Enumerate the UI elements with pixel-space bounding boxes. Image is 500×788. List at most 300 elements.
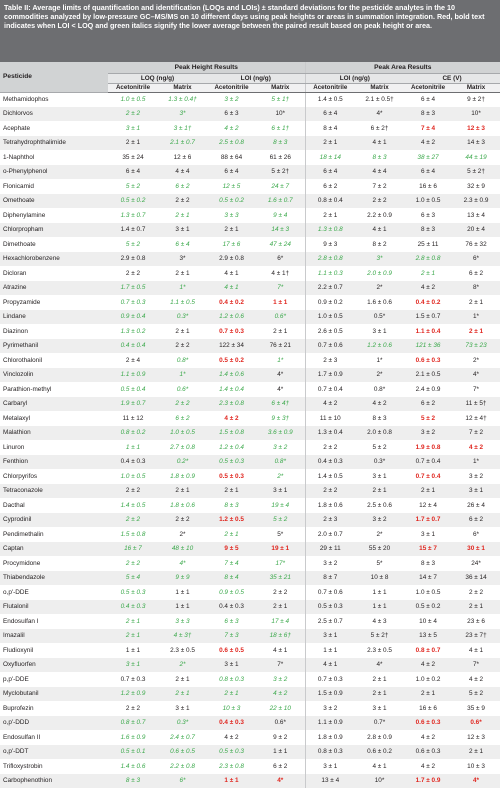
peak-height-header: Peak Height Results [108,62,305,73]
value-cell: 12 ± 3 [452,730,500,745]
value-cell: 44 ± 19 [452,150,500,165]
pesticide-name: Trifloxystrobin [0,759,108,774]
value-cell: 0.6* [452,716,500,731]
value-cell: 2 ± 1 [256,600,305,615]
pesticide-name: o-Phenylphenol [0,165,108,180]
table-row [0,440,500,455]
value-cell: 6 ± 3 [207,107,256,122]
value-cell: 0.8 ± 0.2 [108,426,158,441]
value-cell: 0.5 ± 0.2 [207,353,256,368]
value-cell: 8 ± 3 [404,556,452,571]
value-cell: 3 ± 1 [108,658,158,673]
value-cell: 2 ± 2 [108,701,158,716]
value-cell: 2 ± 2 [158,339,207,354]
value-cell: 2 ± 1 [207,687,256,702]
acetonitrile-header: Acetonitrile [108,83,158,92]
value-cell: 0.6 ± 0.3 [404,716,452,731]
value-cell: 2.6 ± 0.5 [305,324,355,339]
value-cell: 4 ± 2 [404,730,452,745]
value-cell: 61 ± 26 [256,150,305,165]
value-cell: 2 ± 2 [158,397,207,412]
value-cell: 55 ± 20 [355,542,404,557]
table-row [0,455,500,470]
value-cell: 11 ± 5† [452,397,500,412]
value-cell: 2 ± 1 [256,324,305,339]
value-cell: 12 ± 5 [207,179,256,194]
value-cell: 2 ± 1 [158,672,207,687]
table-body [0,92,500,788]
pesticide-name: Dimethoate [0,237,108,252]
pesticide-name: Endosulfan I [0,614,108,629]
value-cell: 2* [158,527,207,542]
value-cell: 2.5 ± 0.7 [305,614,355,629]
value-cell: 3 ± 1 [404,527,452,542]
value-cell: 0.8 ± 0.3 [207,672,256,687]
ce-header: CE (V) [404,73,500,83]
value-cell: 9 ± 9 [158,571,207,586]
value-cell: 2 ± 1 [355,672,404,687]
value-cell: 0.8* [158,353,207,368]
value-cell: 18 ± 6† [256,629,305,644]
value-cell: 1.4 ± 0.5 [305,469,355,484]
value-cell: 16 ± 6 [404,701,452,716]
value-cell: 29 ± 11 [305,542,355,557]
value-cell: 8 ± 7 [305,571,355,586]
table-row [0,600,500,615]
value-cell: 3 ± 1 [158,223,207,238]
value-cell: 0.5 ± 0.2 [207,194,256,209]
value-cell: 0.5 ± 0.3 [207,469,256,484]
value-cell: 1.9 ± 0.8 [404,440,452,455]
value-cell: 0.6* [256,716,305,731]
value-cell: 3 ± 1† [158,121,207,136]
value-cell: 2.8 ± 0.8 [404,252,452,267]
acetonitrile-header: Acetonitrile [305,83,355,92]
value-cell: 0.8 ± 0.7 [108,716,158,731]
value-cell: 36 ± 14 [452,571,500,586]
value-cell: 4 ± 1 [305,658,355,673]
value-cell: 1 ± 1 [256,295,305,310]
value-cell: 9 ± 2 [256,730,305,745]
pesticide-name: 1-Naphthol [0,150,108,165]
value-cell: 1 ± 1 [158,585,207,600]
value-cell: 2 ± 1 [404,266,452,281]
value-cell: 2 ± 1 [158,484,207,499]
pesticide-name: Methamidophos [0,92,108,107]
value-cell: 1.8 ± 0.9 [305,730,355,745]
value-cell: 2 ± 1 [452,295,500,310]
value-cell: 3 ± 2 [305,556,355,571]
value-cell: 1.4 ± 0.5 [305,92,355,107]
value-cell: 4 ± 2 [305,397,355,412]
value-cell: 2 ± 2 [355,194,404,209]
value-cell: 25 ± 11 [404,237,452,252]
value-cell: 1.3 ± 0.2 [108,324,158,339]
value-cell: 0.7 ± 0.6 [305,585,355,600]
pesticide-name: Carbophenothion [0,774,108,788]
value-cell: 0.8 ± 0.7 [404,643,452,658]
value-cell: 4* [158,556,207,571]
value-cell: 13 ± 4 [305,774,355,788]
table-row [0,484,500,499]
value-cell: 2 ± 1 [207,484,256,499]
value-cell: 4 ± 1 [452,643,500,658]
value-cell: 7 ± 4 [404,121,452,136]
value-cell: 2.5 ± 0.8 [207,136,256,151]
value-cell: 1.8 ± 0.9 [158,469,207,484]
value-cell: 5 ± 2 [452,687,500,702]
value-cell: 3 ± 2 [404,426,452,441]
value-cell: 5* [256,527,305,542]
value-cell: 1.4 ± 0.4 [207,382,256,397]
value-cell: 14 ± 3 [256,223,305,238]
value-cell: 9 ± 4 [256,208,305,223]
value-cell: 2 ± 1 [108,136,158,151]
value-cell: 2 ± 1 [207,527,256,542]
value-cell: 8 ± 4 [305,121,355,136]
value-cell: 2 ± 1 [452,324,500,339]
value-cell: 2 ± 1 [305,136,355,151]
value-cell: 16 ± 7 [108,542,158,557]
value-cell: 4 ± 2 [256,687,305,702]
value-cell: 1.2 ± 0.6 [355,339,404,354]
value-cell: 8 ± 3 [207,498,256,513]
value-cell: 2 ± 1 [355,687,404,702]
value-cell: 1.0 ± 0.5 [158,426,207,441]
value-cell: 121 ± 36 [404,339,452,354]
value-cell: 2 ± 1 [452,745,500,760]
table-row [0,368,500,383]
pesticide-name: p,p'-DDE [0,672,108,687]
value-cell: 8* [452,281,500,296]
value-cell: 12 ± 4† [452,411,500,426]
value-cell: 2 ± 2 [108,513,158,528]
value-cell: 4 ± 4 [355,165,404,180]
value-cell: 0.6* [158,382,207,397]
value-cell: 7 ± 3 [207,629,256,644]
pesticide-name: o,p'-DDD [0,716,108,731]
value-cell: 4 ± 2 [404,759,452,774]
value-cell: 0.9 ± 0.5 [207,585,256,600]
value-cell: 0.8* [256,455,305,470]
value-cell: 2.2 ± 0.9 [355,208,404,223]
pesticide-name: Chlorpyrifos [0,469,108,484]
peak-area-header: Peak Area Results [305,62,500,73]
value-cell: 1.2 ± 0.4 [207,440,256,455]
value-cell: 0.6 ± 0.5 [158,745,207,760]
value-cell: 1.3 ± 0.7 [108,208,158,223]
value-cell: 2 ± 1 [404,484,452,499]
value-cell: 3 ± 1 [305,629,355,644]
pesticide-name: o,p'-DDE [0,585,108,600]
table-row [0,672,500,687]
value-cell: 4 ± 3 [355,614,404,629]
pesticide-name: Oxyfluorfen [0,658,108,673]
value-cell: 38 ± 27 [404,150,452,165]
value-cell: 1.7 ± 0.5 [108,281,158,296]
value-cell: 1.7 ± 0.9 [404,774,452,788]
value-cell: 10 ± 8 [355,571,404,586]
table-row [0,382,500,397]
value-cell: 2 ± 1 [108,614,158,629]
value-cell: 7* [256,658,305,673]
value-cell: 13 ± 4 [452,208,500,223]
table-row [0,121,500,136]
value-cell: 19 ± 4 [256,498,305,513]
value-cell: 0.4 ± 0.3 [108,600,158,615]
table-row [0,266,500,281]
pesticide-name: Endosulfan II [0,730,108,745]
table-row [0,585,500,600]
value-cell: 2.5 ± 0.6 [355,498,404,513]
table-row [0,107,500,122]
value-cell: 0.4 ± 0.2 [207,295,256,310]
value-cell: 1.2 ± 0.5 [207,513,256,528]
value-cell: 0.6* [256,310,305,325]
pesticide-name: Pendimethalin [0,527,108,542]
table-row [0,426,500,441]
value-cell: 2* [158,658,207,673]
value-cell: 8 ± 3 [404,107,452,122]
value-cell: 1* [158,281,207,296]
loq-header: LOQ (ng/g) [108,73,207,83]
value-cell: 1.5 ± 0.7 [404,310,452,325]
value-cell: 8 ± 3 [355,150,404,165]
value-cell: 3 ± 2 [305,701,355,716]
table-row [0,527,500,542]
value-cell: 1 ± 1 [108,643,158,658]
value-cell: 1.5 ± 0.8 [108,527,158,542]
value-cell: 6 ± 1† [256,121,305,136]
value-cell: 5 ± 2 [256,513,305,528]
value-cell: 1.5 ± 0.9 [305,687,355,702]
value-cell: 3 ± 3 [207,208,256,223]
value-cell: 6 ± 2 [452,513,500,528]
value-cell: 6 ± 2 [452,266,500,281]
value-cell: 1* [158,368,207,383]
value-cell: 6 ± 4 [404,92,452,107]
value-cell: 2.0 ± 0.7 [305,527,355,542]
value-cell: 2.0 ± 0.8 [355,426,404,441]
value-cell: 1.5 ± 0.8 [207,426,256,441]
pesticide-name: Linuron [0,440,108,455]
value-cell: 2 ± 1 [158,687,207,702]
value-cell: 2 ± 4 [108,353,158,368]
pesticide-name: Myclobutanil [0,687,108,702]
value-cell: 2 ± 2 [158,513,207,528]
table-row [0,658,500,673]
value-cell: 1.6 ± 0.6 [355,295,404,310]
value-cell: 35 ± 21 [256,571,305,586]
pesticide-name: Flonicamid [0,179,108,194]
value-cell: 8 ± 4 [207,571,256,586]
value-cell: 4 ± 1 [355,759,404,774]
value-cell: 4* [452,368,500,383]
value-cell: 3 ± 2 [355,513,404,528]
value-cell: 2 ± 3 [305,513,355,528]
value-cell: 1.7 ± 0.9 [305,368,355,383]
value-cell: 4 ± 2 [404,658,452,673]
value-cell: 0.2* [158,455,207,470]
value-cell: 11 ± 12 [108,411,158,426]
value-cell: 0.5 ± 0.4 [108,382,158,397]
value-cell: 2 ± 2 [452,585,500,600]
pesticide-name: Atrazine [0,281,108,296]
value-cell: 10 ± 3 [452,759,500,774]
value-cell: 3* [355,252,404,267]
value-cell: 2.3 ± 0.5 [158,643,207,658]
matrix-header: Matrix [256,83,305,92]
value-cell: 1 ± 1 [158,600,207,615]
value-cell: 10 ± 3 [207,701,256,716]
value-cell: 0.4 ± 0.3 [108,455,158,470]
value-cell: 0.7 ± 0.6 [305,339,355,354]
value-cell: 5 ± 2† [355,629,404,644]
value-cell: 3 ± 1 [355,324,404,339]
table-row [0,194,500,209]
value-cell: 3 ± 2 [207,92,256,107]
table-row [0,179,500,194]
pesticide-name: Buprofezin [0,701,108,716]
value-cell: 20 ± 4 [452,223,500,238]
table-row [0,136,500,151]
value-cell: 0.6 ± 0.2 [355,745,404,760]
value-cell: 5 ± 2 [404,411,452,426]
pesticide-name: Tetrahydrophthalimide [0,136,108,151]
value-cell: 0.4 ± 0.2 [404,295,452,310]
value-cell: 2 ± 2 [305,440,355,455]
value-cell: 6 ± 4 [305,107,355,122]
value-cell: 2 ± 2 [305,484,355,499]
value-cell: 5 ± 2 [355,440,404,455]
value-cell: 9 ± 5 [207,542,256,557]
value-cell: 1.4 ± 0.5 [108,498,158,513]
value-cell: 2.7 ± 0.8 [158,440,207,455]
value-cell: 0.7 ± 0.3 [108,672,158,687]
table-row [0,730,500,745]
value-cell: 1.0 ± 0.5 [404,585,452,600]
pesticide-header: Pesticide [0,62,108,92]
table-row [0,513,500,528]
pesticide-name: Vinclozolin [0,368,108,383]
value-cell: 4 ± 2 [207,730,256,745]
value-cell: 17 ± 6 [207,237,256,252]
value-cell: 6 ± 2 [305,179,355,194]
value-cell: 2.3 ± 0.9 [452,194,500,209]
value-cell: 6 ± 4 [207,165,256,180]
table-row [0,716,500,731]
pesticide-name: Imazalil [0,629,108,644]
value-cell: 2.1 ± 0.7 [158,136,207,151]
value-cell: 35 ± 24 [108,150,158,165]
value-cell: 12 ± 6 [158,150,207,165]
table-row [0,92,500,107]
value-cell: 0.7 ± 0.3 [108,295,158,310]
value-cell: 3 ± 2 [256,440,305,455]
value-cell: 47 ± 24 [256,237,305,252]
value-cell: 0.5 ± 0.1 [108,745,158,760]
value-cell: 3 ± 3 [158,614,207,629]
pesticide-name: Fludioxynil [0,643,108,658]
value-cell: 23 ± 6 [452,614,500,629]
value-cell: 73 ± 23 [452,339,500,354]
pesticide-name: Acephate [0,121,108,136]
table-caption: Table II: Average limits of quantification and identification (LOQs and LOIs) ± standard deviations for the pesticide analytes in the 10 commodities analyzed by low-pressure GC–MS/MS on 10 different days using peak heights or areas in summation integration. Red, bold text indicates when LOI < LOQ and green italics signify the lower average between the paired result based on peak height or area. [0,0,500,62]
value-cell: 76 ± 32 [452,237,500,252]
pesticide-name: Propyzamide [0,295,108,310]
value-cell: 3 ± 1 [158,701,207,716]
value-cell: 2 ± 1 [158,266,207,281]
value-cell: 0.4 ± 0.3 [207,716,256,731]
value-cell: 1.8 ± 0.6 [158,498,207,513]
value-cell: 24 ± 7 [256,179,305,194]
value-cell: 48 ± 10 [158,542,207,557]
value-cell: 4 ± 1 [355,223,404,238]
value-cell: 2 ± 1 [355,484,404,499]
value-cell: 4 ± 2 [404,281,452,296]
value-cell: 1.0 ± 0.5 [404,194,452,209]
value-cell: 0.8 ± 0.4 [305,194,355,209]
table-row [0,353,500,368]
value-cell: 6 ± 2 [158,411,207,426]
value-cell: 2.8 ± 0.9 [355,730,404,745]
pesticide-name: Procymidone [0,556,108,571]
value-cell: 1* [452,310,500,325]
table-row [0,339,500,354]
table-row [0,701,500,716]
pesticide-name: Dicloran [0,266,108,281]
value-cell: 9 ± 3 [305,237,355,252]
value-cell: 6 ± 3 [207,614,256,629]
value-cell: 5 ± 4 [108,571,158,586]
value-cell: 1.1 ± 0.3 [305,266,355,281]
value-cell: 1.2 ± 0.6 [207,310,256,325]
value-cell: 0.9 ± 0.2 [305,295,355,310]
value-cell: 1 ± 1 [355,600,404,615]
value-cell: 8 ± 3 [256,136,305,151]
value-cell: 1* [452,455,500,470]
value-cell: 3* [158,107,207,122]
value-cell: 4 ± 2 [452,672,500,687]
value-cell: 2.9 ± 0.8 [108,252,158,267]
value-cell: 2.0 ± 0.9 [355,266,404,281]
table-row [0,687,500,702]
value-cell: 1.6 ± 0.9 [108,730,158,745]
value-cell: 4 ± 2 [404,136,452,151]
value-cell: 2.2 ± 0.7 [305,281,355,296]
value-cell: 17 ± 4 [256,614,305,629]
value-cell: 2.9 ± 0.8 [207,252,256,267]
results-table [0,62,500,788]
value-cell: 4 ± 2 [355,397,404,412]
value-cell: 6* [452,527,500,542]
value-cell: 0.7 ± 0.3 [207,324,256,339]
value-cell: 2 ± 1 [452,600,500,615]
value-cell: 4 ± 2 [207,411,256,426]
value-cell: 15 ± 7 [404,542,452,557]
value-cell: 88 ± 64 [207,150,256,165]
value-cell: 26 ± 4 [452,498,500,513]
table-row [0,397,500,412]
value-cell: 5* [355,556,404,571]
value-cell: 2.4 ± 0.7 [158,730,207,745]
value-cell: 2.3 ± 0.5 [355,643,404,658]
value-cell: 0.5* [355,310,404,325]
pesticide-name: o,p'-DDT [0,745,108,760]
value-cell: 1.9 ± 0.7 [108,397,158,412]
table-row [0,745,500,760]
value-cell: 1* [256,353,305,368]
